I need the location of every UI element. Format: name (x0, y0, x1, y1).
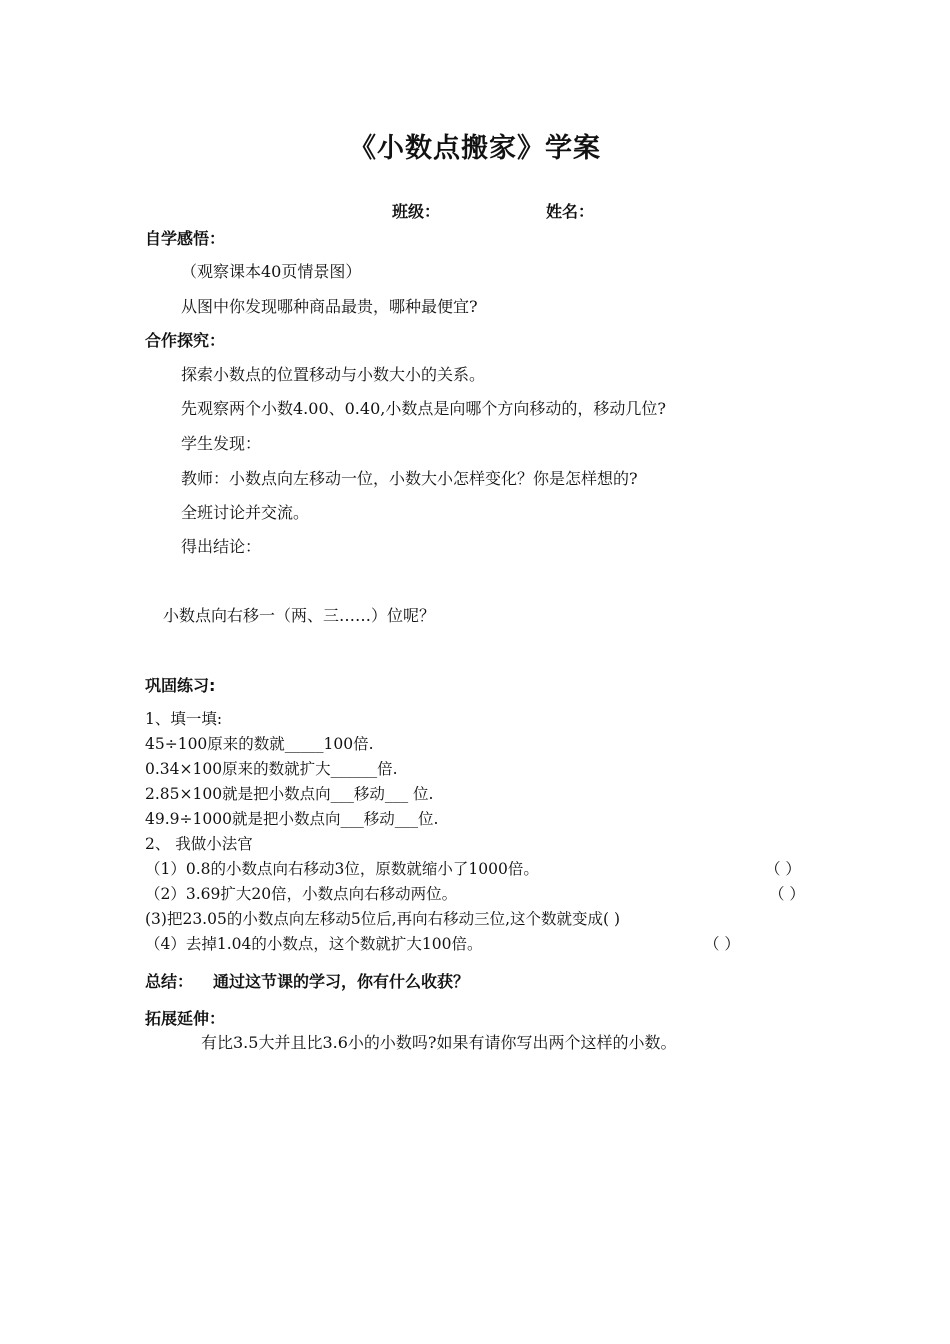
cooperation-line: 全班讨论并交流。 (181, 503, 310, 522)
judge-item: （1）0.8的小数点向右移动3位，原数就缩小了1000倍。 (145, 860, 539, 878)
cooperation-line: 先观察两个小数4.00、0.40,小数点是向哪个方向移动的，移动几位? (181, 399, 666, 418)
judge-answer-bracket: （ ） (704, 935, 740, 953)
class-label: 班级： (392, 202, 441, 221)
self-study-heading: 自学感悟： (145, 229, 226, 248)
self-study-question: 从图中你发现哪种商品最贵，哪种最便宜? (181, 297, 478, 316)
judge-title: 2、 我做小法官 (145, 835, 253, 853)
cooperation-question: 小数点向右移一（两、三……）位呢？ (163, 606, 436, 625)
cooperation-line: 探索小数点的位置移动与小数大小的关系。 (181, 365, 486, 384)
judge-answer-bracket: （ ） (769, 885, 805, 903)
page-title: 《小数点搬家》学案 (349, 133, 601, 164)
summary-heading: 总结： (145, 972, 194, 991)
extension-text: 有比3.5大并且比3.6小的小数吗?如果有请你写出两个这样的小数。 (201, 1033, 677, 1052)
cooperation-line: 得出结论： (181, 537, 262, 556)
practice-heading: 巩固练习: (145, 676, 216, 695)
fill-blank-item: 49.9÷1000就是把小数点向___移动___位. (145, 810, 439, 828)
fill-blank-item: 45÷100原来的数就_____100倍. (145, 735, 374, 753)
judge-item: （2）3.69扩大20倍，小数点向右移动两位。 (145, 885, 458, 903)
fill-blank-item: 0.34×100原来的数就扩大______倍. (145, 760, 398, 778)
cooperation-heading: 合作探究： (145, 331, 226, 350)
summary-text: 通过这节课的学习，你有什么收获？ (213, 972, 470, 991)
judge-item: （4）去掉1.04的小数点，这个数就扩大100倍。 (145, 935, 483, 953)
judge-item: (3)把23.05的小数点向左移动5位后,再向右移动三位,这个数就变成( ) (145, 910, 621, 928)
judge-answer-bracket: （ ） (765, 860, 801, 878)
self-study-line: （观察课本40页情景图） (181, 262, 362, 281)
cooperation-line: 学生发现： (181, 434, 262, 453)
cooperation-line: 教师：小数点向左移动一位，小数大小怎样变化？你是怎样想的? (181, 469, 638, 488)
name-label: 姓名： (546, 202, 595, 221)
extension-heading: 拓展延伸： (145, 1009, 226, 1028)
fill-blank-title: 1、填一填: (145, 710, 223, 728)
fill-blank-item: 2.85×100就是把小数点向___移动___ 位. (145, 785, 434, 803)
